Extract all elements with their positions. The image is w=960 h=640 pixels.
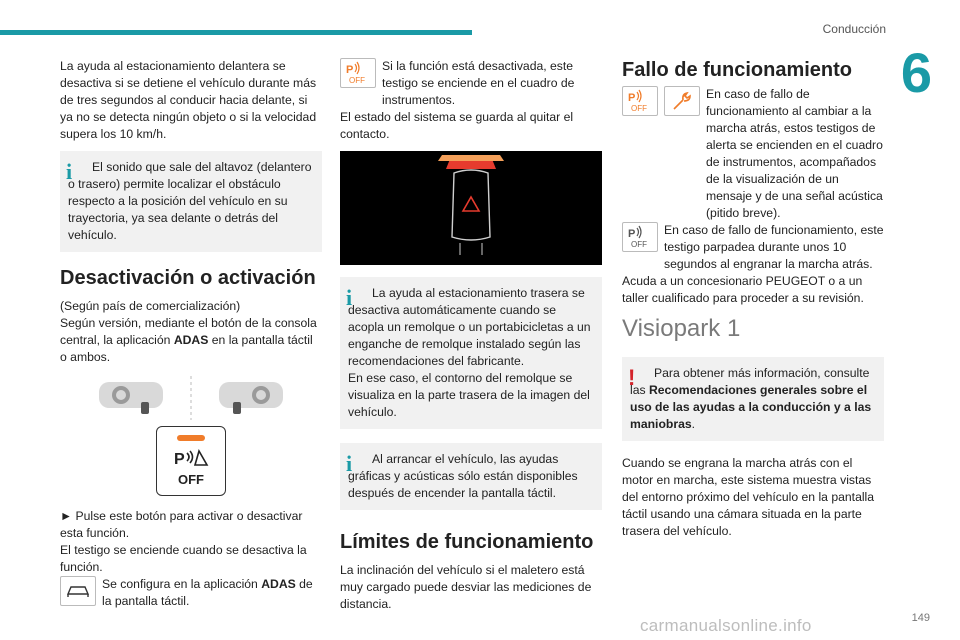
svg-text:OFF: OFF <box>349 76 365 85</box>
park-off-lamp-icon <box>622 86 658 116</box>
paragraph: El estado del sistema se guarda al quitar el contacto. <box>340 110 574 141</box>
paragraph: Se configura en la aplicación ADAS de la pantalla táctil. <box>102 577 313 608</box>
fault-flash-row <box>622 222 884 273</box>
paragraph: (Según país de comercialización) <box>60 299 241 313</box>
park-off-lamp-grey-icon <box>622 222 658 252</box>
section-title: Conducción <box>822 22 886 36</box>
fault-lamps-row <box>622 86 884 222</box>
paragraph: La ayuda al estacionamiento delantera se desactiva si se detiene el vehículo durante más de tres segundos al conducir hacia delante, si ya no se detecta ningún objeto o si la velocidad supera los 10 km/h. <box>60 59 317 141</box>
driving-aid-figure <box>60 376 322 420</box>
warning-icon: ! <box>628 365 636 390</box>
paragraph: Cuando se engrana la marcha atrás con el motor en marcha, este sistema muestra vistas del entorno próximo del vehículo en la pantalla táctil usando una cámara situada en la parte trasera del vehículo. <box>622 456 875 538</box>
paragraph: Según versión, mediante el botón de la consola central, la aplicación ADAS en la pantalla táctil o ambos. <box>60 316 317 364</box>
park-off-lamp-icon <box>340 58 376 88</box>
heading-visiopark: Visiopark 1 <box>622 315 741 342</box>
column-2 <box>340 58 602 613</box>
svg-text:P: P <box>628 228 636 240</box>
info-note: i Al arrancar el vehículo, las ayudas gráficas y acústicas sólo están disponibles después de encender la pantalla táctil. <box>340 443 602 510</box>
svg-text:OFF: OFF <box>631 240 647 249</box>
paragraph: En caso de fallo de funcionamiento, este testigo parpadea durante unos 10 segundos al engranar la marcha atrás. <box>664 223 884 271</box>
paragraph: Acuda a un concesionario PEUGEOT o a un taller cualificado para proceder a su revisión. <box>622 274 864 305</box>
heading-deactivation: Desactivación o activación <box>60 267 316 289</box>
rear-sensor-display-image <box>340 151 602 265</box>
info-icon: i <box>346 451 353 476</box>
info-icon: i <box>346 285 353 310</box>
info-note: i La ayuda al estacionamiento trasera se desactiva automáticamente cuando se acopla un remolque o un portabicicletas a un enganche de remolque instalado según las recomendaciones del fabricante. En ese caso, el contorno del remolque se visualiza en la parte trasera de la imagen del vehículo. <box>340 277 602 429</box>
svg-text:P: P <box>628 92 636 104</box>
svg-text:P: P <box>346 64 354 76</box>
column-1 <box>60 58 322 610</box>
warning-note: ! Para obtener más información, consulte las Recomendaciones generales sobre el uso de las ayudas a la conducción y a las maniobras. <box>622 357 884 441</box>
indicator-led <box>177 435 205 441</box>
chapter-number: 6 <box>900 41 932 104</box>
park-assist-off-button[interactable] <box>156 426 226 496</box>
page-number: 149 <box>911 612 930 624</box>
column-3 <box>622 58 884 540</box>
svg-text:P: P <box>174 451 185 468</box>
paragraph: Si la función está desactivada, este testigo se enciende en el cuadro de instrumentos. <box>382 59 575 107</box>
adas-car-icon <box>60 576 96 606</box>
watermark: carmanualsonline.info <box>640 616 812 635</box>
wrench-service-icon <box>664 86 700 116</box>
off-button-figure <box>60 426 322 496</box>
paragraph: La inclinación del vehículo si el maletero está muy cargado puede desviar las mediciones de distancia. <box>340 563 592 611</box>
svg-text:OFF: OFF <box>631 104 647 113</box>
heading-fault: Fallo de funcionamiento <box>622 59 853 81</box>
info-icon: i <box>66 159 73 184</box>
info-note: i El sonido que sale del altavoz (delantero o trasero) permite localizar el obstáculo respecto a la posición del vehículo en su trayectoria, ya sea delante o detrás del vehículo. <box>60 151 322 252</box>
paragraph: El testigo se enciende cuando se desactiva la función. <box>60 543 307 574</box>
header-accent-bar <box>0 30 472 35</box>
parking-sensor-icon <box>173 447 209 469</box>
adas-row <box>60 576 322 610</box>
paragraph: En caso de fallo de funcionamiento al cambiar a la marcha atrás, estos testigos de alerta se encienden en el cuadro de instrumentos, acompañados de la visualización de un mensaje y de una señal acústica (pitido breve). <box>706 87 883 220</box>
off-label: OFF <box>178 472 204 487</box>
heading-limits: Límites de funcionamiento <box>340 531 594 553</box>
dashboard-illustration <box>91 376 291 420</box>
warning-lamp-row <box>340 58 602 109</box>
paragraph: ► Pulse este botón para activar o desactivar esta función. <box>60 509 303 540</box>
